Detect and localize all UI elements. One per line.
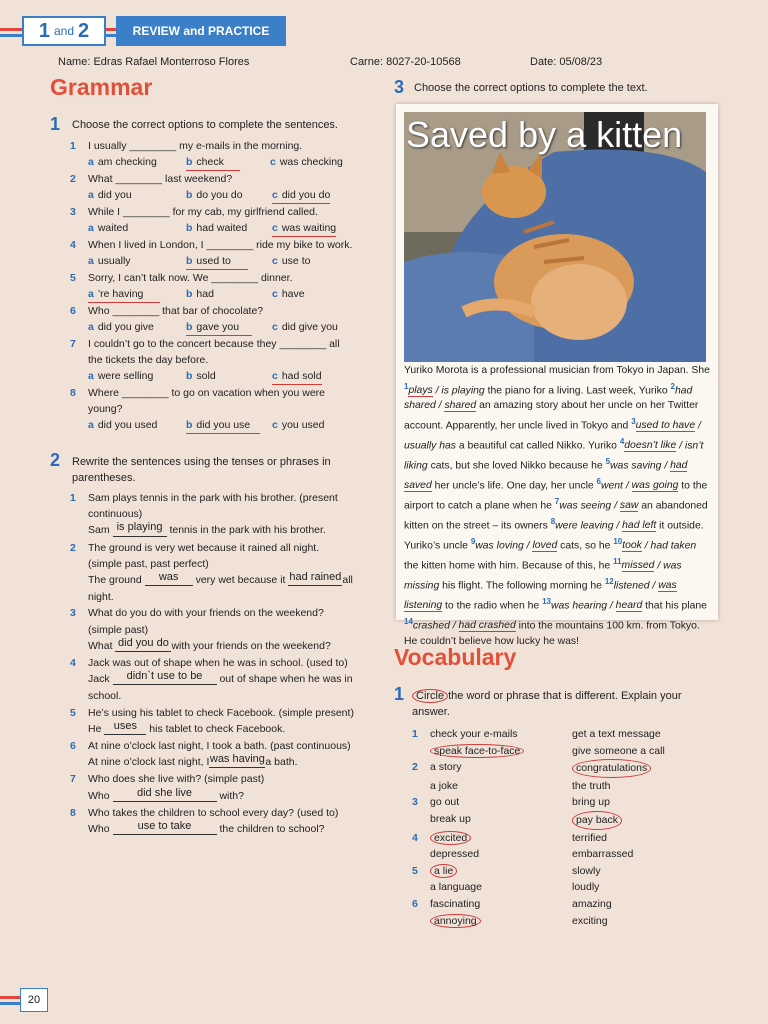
- unit-number: 2: [78, 19, 90, 42]
- prompt: 5 He’s using his tablet to check Facebook. (simple present): [70, 706, 354, 719]
- vocab-group: 5 a lie slowly: [412, 864, 601, 877]
- header-stripe: [0, 34, 22, 37]
- header-stripe: [0, 28, 22, 31]
- unit-badge: [22, 16, 106, 46]
- question: 2 What ________ last weekend?: [70, 173, 233, 185]
- prompt-continued: (simple past, past perfect): [88, 557, 209, 570]
- prompt-continued: continuous): [88, 508, 143, 521]
- vocab-group: 1 check your e-mails get a text message: [412, 728, 661, 740]
- answer-field[interactable]: is playing: [113, 519, 167, 536]
- option-c[interactable]: c have: [272, 288, 305, 300]
- question-continued: the tickets the day before.: [88, 354, 209, 366]
- vocab-group: 4 excited terrified: [412, 831, 608, 844]
- question-continued: young?: [88, 403, 123, 415]
- student-name: Name: Edras Rafael Monterroso Flores: [58, 56, 250, 68]
- option-a[interactable]: a did you give: [88, 321, 154, 333]
- option-a[interactable]: a ’re having: [88, 286, 160, 303]
- options: [70, 286, 370, 303]
- option-c[interactable]: c use to: [272, 255, 311, 267]
- footer-stripe: [0, 996, 20, 999]
- answer-line: Jack didn`t use to be out of shape when he was in: [88, 670, 353, 686]
- section-badge: REVIEW and PRACTICE: [116, 16, 286, 46]
- prompt: 3 What do you do with your friends on the weekend?: [70, 607, 324, 620]
- options: [70, 253, 370, 270]
- exercise-number: 1: [50, 114, 61, 134]
- grammar-ex2-list: [70, 490, 376, 838]
- circled-word[interactable]: congratulations: [572, 759, 651, 778]
- answer-field[interactable]: use to take: [113, 818, 217, 835]
- prompt: 2 The ground is very wet because it rained all night.: [70, 541, 320, 554]
- question: 8 Where ________ to go on vacation when you were: [70, 387, 325, 399]
- exercise-number: 1: [394, 684, 405, 704]
- option-a[interactable]: a waited: [88, 222, 129, 234]
- prompt: 7 Who does she live with? (simple past): [70, 773, 265, 786]
- question: 5 Sorry, I can’t talk now. We ________ dinner.: [70, 272, 293, 284]
- option-b[interactable]: b sold: [186, 370, 216, 382]
- exercise-instruction: Rewrite the sentences using the tenses or phrases in parentheses.: [72, 456, 331, 484]
- answer-line: Who use to take the children to school?: [88, 820, 325, 836]
- exercise-instruction: Choose the correct options to complete the sentences.: [72, 119, 338, 131]
- header-stripe: [106, 28, 116, 31]
- answer-field[interactable]: did she live: [113, 785, 217, 802]
- exercise-number: 2: [50, 450, 61, 470]
- answer-line: At nine o’clock last night, Iwas havinga bath.: [88, 753, 298, 769]
- date: Date: 05/08/23: [530, 56, 603, 68]
- option-c[interactable]: c had sold: [272, 368, 322, 385]
- option-b[interactable]: b check: [186, 154, 240, 171]
- footer-stripe: [0, 1002, 20, 1005]
- option-b[interactable]: b used to: [186, 253, 248, 270]
- option-a[interactable]: a were selling: [88, 370, 154, 382]
- student-id: Carne: 8027-20-10568: [350, 56, 461, 68]
- vocab-group: 2 a story congratulations: [412, 759, 712, 778]
- options: [70, 319, 370, 336]
- options: [70, 187, 370, 204]
- prompt: 4 Jack was out of shape when he was in school. (used to): [70, 657, 348, 670]
- option-c[interactable]: c was checking: [270, 156, 343, 168]
- question: 3 While I ________ for my cab, my girlfriend called.: [70, 206, 318, 218]
- story-text: Yuriko Morota is a professional musician from Tokyo in Japan. She $^1$plays / is playing the piano for a living. Last week, Yuriko $^2$had shared / shared an amazing story about her uncle on her Twitter account. Apparently, her uncle lived in Tokyo and $^3$used to have / usually has a beautiful cat called Nikko. Yuriko $^4$doesn’t like / isn’t liking cats, but she loved Nikko because he $^5$was saving / had saved her uncle’s life. One day, her uncle $^6$went / was going to the airport to catch a plane when he $^7$was seeing / saw an abandoned kitten on the street – its owners $^8$were leaving / had left it outside. Yuriko’s uncle $^9$was loving / loved cats, so he $^{10}$took / had taken the kitten home with him. Because of this, he $^{11}$missed / was missing his flight. The following morning he $^{12}$listened / was listening to the radio when he $^{13}$was hearing / heard that his plane $^{14}$crashed / had crashed into the mountains 100 km. from Tokyo. He couldn’t believe how lucky he was!: [404, 365, 710, 647]
- answer-field[interactable]: was: [145, 569, 193, 586]
- options: [70, 368, 370, 385]
- option-a[interactable]: a am checking: [88, 156, 157, 168]
- unit-and: and: [53, 24, 75, 38]
- exercise-instruction: Circle the word or phrase that is different. Explain your answer.: [412, 690, 682, 718]
- answer-continued: school.: [88, 690, 122, 703]
- option-b[interactable]: b had: [186, 288, 214, 300]
- answer-line: What did you do with your friends on the weekend?: [88, 636, 331, 652]
- option-a[interactable]: a did you used: [88, 419, 158, 431]
- vocab-groups: [412, 726, 712, 929]
- option-c[interactable]: c did you do: [272, 187, 330, 204]
- grammar-ex1-list: [70, 138, 370, 434]
- answer-line: He uses his tablet to check Facebook.: [88, 719, 286, 735]
- prompt-continued: (simple past): [88, 623, 149, 636]
- circled-word[interactable]: speak face-to-face: [430, 744, 524, 758]
- question: 1 I usually ________ my e-mails in the morning.: [70, 140, 303, 152]
- answer-line: Sam is playing tennis in the park with his brother.: [88, 521, 326, 537]
- option-c[interactable]: c was waiting: [272, 220, 336, 237]
- answer-continued: night.: [88, 591, 114, 604]
- circled-word[interactable]: a lie: [430, 864, 457, 878]
- prompt: 1 Sam plays tennis in the park with his brother. (present: [70, 492, 338, 504]
- circled-word[interactable]: pay back: [572, 811, 622, 830]
- circled-word[interactable]: annoying: [430, 914, 481, 928]
- answer-line: Who did she live with?: [88, 786, 244, 802]
- story-title: Saved by a kitten: [406, 114, 683, 155]
- question: 7 I couldn’t go to the concert because they ________ all: [70, 338, 340, 350]
- answer-field[interactable]: had rained: [288, 569, 342, 586]
- exercise-number: 3: [394, 77, 405, 97]
- answer-field[interactable]: uses: [104, 718, 146, 735]
- option-b[interactable]: b gave you: [186, 319, 252, 336]
- vocab-group-line: break up pay back: [412, 811, 712, 830]
- page-number: 20: [20, 988, 48, 1012]
- option-b[interactable]: b had waited: [186, 222, 248, 234]
- vocab-group-line: depressed embarrassed: [430, 848, 634, 861]
- option-c[interactable]: c you used: [272, 419, 325, 431]
- vocab-group: 3 go out bring up: [412, 796, 610, 809]
- circled-word[interactable]: excited: [430, 831, 471, 845]
- vocab-group-line: a joke the truth: [430, 779, 611, 792]
- question: 4 When I lived in London, I ________ ride my bike to work.: [70, 239, 353, 251]
- vocab-group-line: a language loudly: [430, 881, 600, 894]
- vocab-group-line: annoying exciting: [412, 913, 712, 930]
- exercise-instruction: Choose the correct options to complete the text.: [414, 82, 648, 94]
- unit-number: 1: [38, 19, 50, 42]
- grammar-heading: Grammar: [50, 74, 153, 100]
- option-a[interactable]: a usually: [88, 255, 131, 267]
- options: [70, 220, 370, 237]
- header-stripe: [106, 34, 116, 37]
- options: [70, 154, 370, 171]
- option-b[interactable]: b do you do: [186, 189, 243, 201]
- answer-field[interactable]: was having: [209, 751, 265, 768]
- answer-line: The ground was very wet because it had rainedall: [88, 571, 353, 587]
- prompt: 8 Who takes the children to school every day? (used to): [70, 806, 339, 819]
- answer-field[interactable]: didn`t use to be: [113, 668, 217, 685]
- option-b[interactable]: b did you use: [186, 417, 260, 434]
- options: [70, 417, 370, 434]
- question: 6 Who ________ that bar of chocolate?: [70, 305, 264, 317]
- vocabulary-heading: Vocabulary: [394, 644, 517, 670]
- vocab-group-line: speak face-to-face give someone a call: [412, 743, 712, 760]
- prompt: 6 At nine o’clock last night, I took a bath. (past continuous): [70, 740, 351, 753]
- answer-field[interactable]: did you do: [115, 635, 171, 652]
- option-a[interactable]: a did you: [88, 189, 132, 201]
- vocab-group: 6 fascinating amazing: [412, 897, 612, 910]
- option-c[interactable]: c did give you: [272, 321, 338, 333]
